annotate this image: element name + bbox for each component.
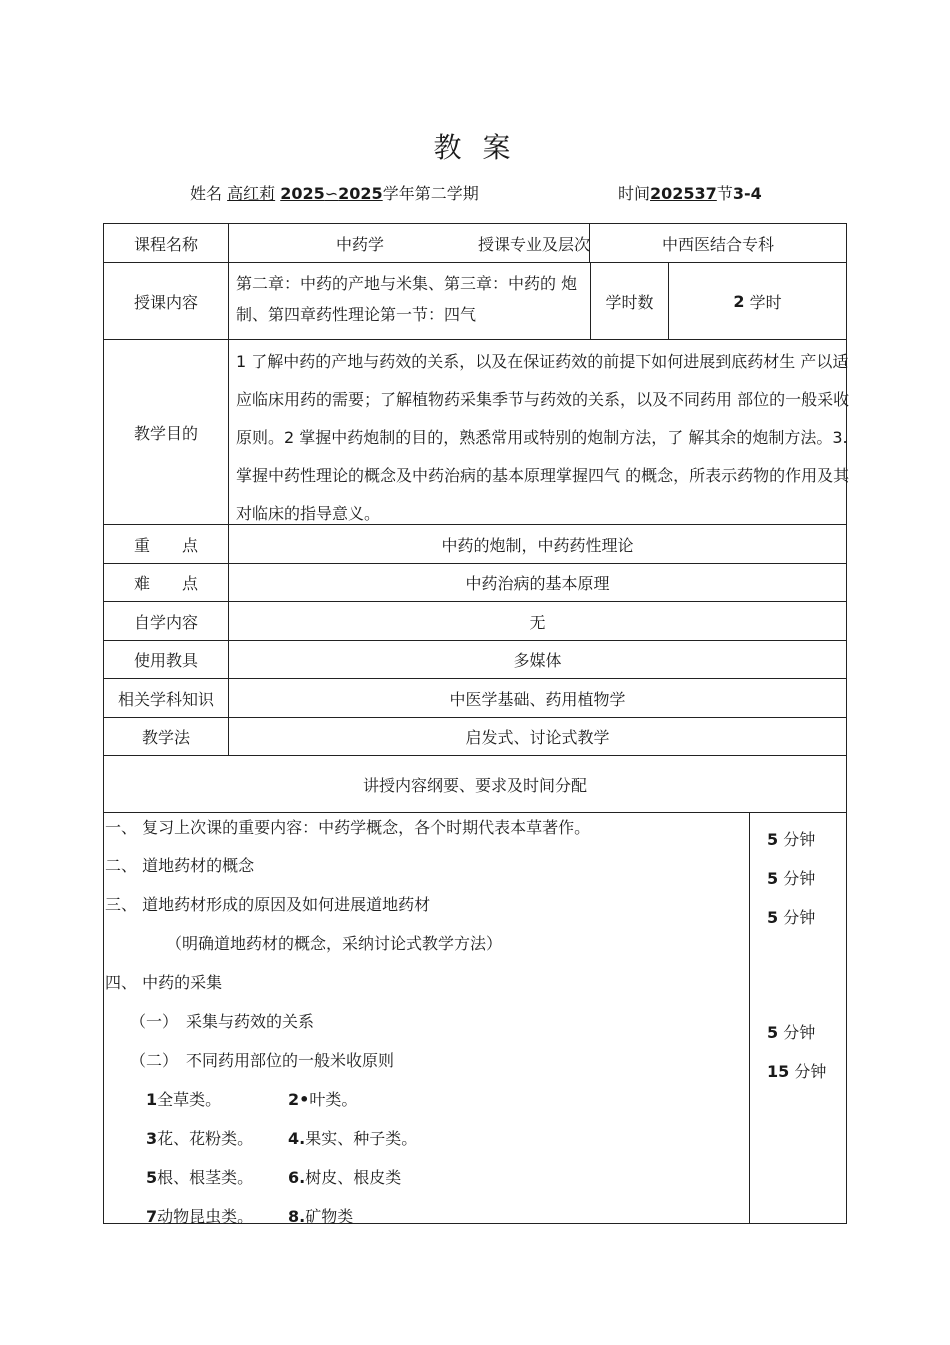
goal-line: 对临床的指导意义。 [236,504,381,523]
hours-label: 学时数 [605,292,654,312]
content-label: 授课内容 [133,292,198,312]
header-name-term [190,181,479,204]
outline-item: 三、 道地药材形成的原因及如何进展道地药材 [105,895,431,914]
part-item: 1全草类。 [146,1090,222,1109]
part-item: 3花、花粉类。 [146,1129,254,1148]
key-points-label: 重 点 [133,535,198,555]
section-value: 3-4 [732,184,762,203]
time-allocation: 5 分钟 [767,1023,816,1042]
section-label: 节 [716,184,733,203]
time-allocation: 5 分钟 [767,830,816,849]
difficulty-value: 中药治病的基本原理 [465,574,610,593]
hours-number: 2 [733,291,745,311]
outline-item: （一） 采集与药效的关系 [130,1012,315,1031]
outline-item: （二） 不同药用部位的一般米收原则 [130,1051,395,1070]
method-value: 启发式、讨论式教学 [465,728,610,747]
content-line: 制、第四章药性理论第一节：四气 [236,305,477,324]
major-label: 授课专业及层次 [477,234,590,254]
content-line: 第二章：中药的产地与米集、第三章：中药的 炮 [236,274,578,293]
part-item: 2•叶类。 [288,1090,358,1109]
self-study-value: 无 [529,612,546,632]
course-name-label: 课程名称 [133,234,198,254]
time-allocation: 5 分钟 [767,908,816,927]
related-knowledge-value: 中医学基础、药用植物学 [449,689,626,709]
goal-line: 原则。2 掌握中药炮制的目的，熟悉常用或特别的炮制方法，了 解其余的炮制方法。3. [236,428,848,447]
part-item: 8.矿物类 [288,1207,354,1226]
content-value [236,268,577,330]
major-value: 中西医结合专科 [661,234,774,254]
outline-item: 二、 道地药材的概念 [105,856,255,875]
key-points-value: 中药的炮制，中药药性理论 [441,535,634,555]
time-allocation: 15 分钟 [767,1062,827,1081]
tools-label: 使用教具 [133,651,198,670]
year-separator: ∽ [324,184,339,203]
header-time [618,181,762,204]
term-label: 学年第二学期 [382,184,479,203]
outline-item: 一、 复习上次课的重要内容：中药学概念，各个时期代表本草著作。 [105,818,591,837]
outline-item: 四、 中药的采集 [105,973,223,992]
year-start: 2025 [280,184,325,203]
course-name-value: 中药学 [335,234,384,254]
related-knowledge-label: 相关学科知识 [117,689,214,709]
document-title: 教 案 [433,131,517,164]
outline-header: 讲授内容纲要、要求及时间分配 [362,775,587,795]
goal-line: 掌握中药性理论的概念及中药治病的基本原理掌握四气 的概念，所表示药物的作用及其 [236,466,850,485]
method-label: 教学法 [141,728,190,747]
difficulty-label: 难 点 [133,574,198,593]
goal-line: 1 了解中药的产地与药效的关系，以及在保证药效的前提下如何进展到底药材生 产以适 [236,352,849,371]
part-item: 4.果实、种子类。 [288,1129,418,1148]
name-value: 高红莉 [227,184,276,203]
self-study-label: 自学内容 [133,612,198,632]
outline-item: （明确道地药材的概念，采纳讨论式教学方法） [166,934,503,953]
time-value: 202537 [650,184,717,203]
time-allocation: 5 分钟 [767,869,816,888]
year-end: 2025 [338,184,383,203]
tools-value: 多媒体 [513,651,562,670]
name-label: 姓名 [190,184,223,203]
goal-text [236,343,848,533]
part-item: 6.树皮、根皮类 [288,1168,402,1187]
hours-value [669,263,846,339]
part-item: 7动物昆虫类。 [146,1207,254,1226]
part-item: 5根、根茎类。 [146,1168,254,1187]
time-label: 时间 [618,184,651,203]
hours-unit: 学时 [749,292,782,312]
goal-label: 教学目的 [133,423,198,443]
goal-line: 应临床用药的需要；了解植物药采集季节与药效的关系，以及不同药用 部位的一般采收 [236,390,850,409]
